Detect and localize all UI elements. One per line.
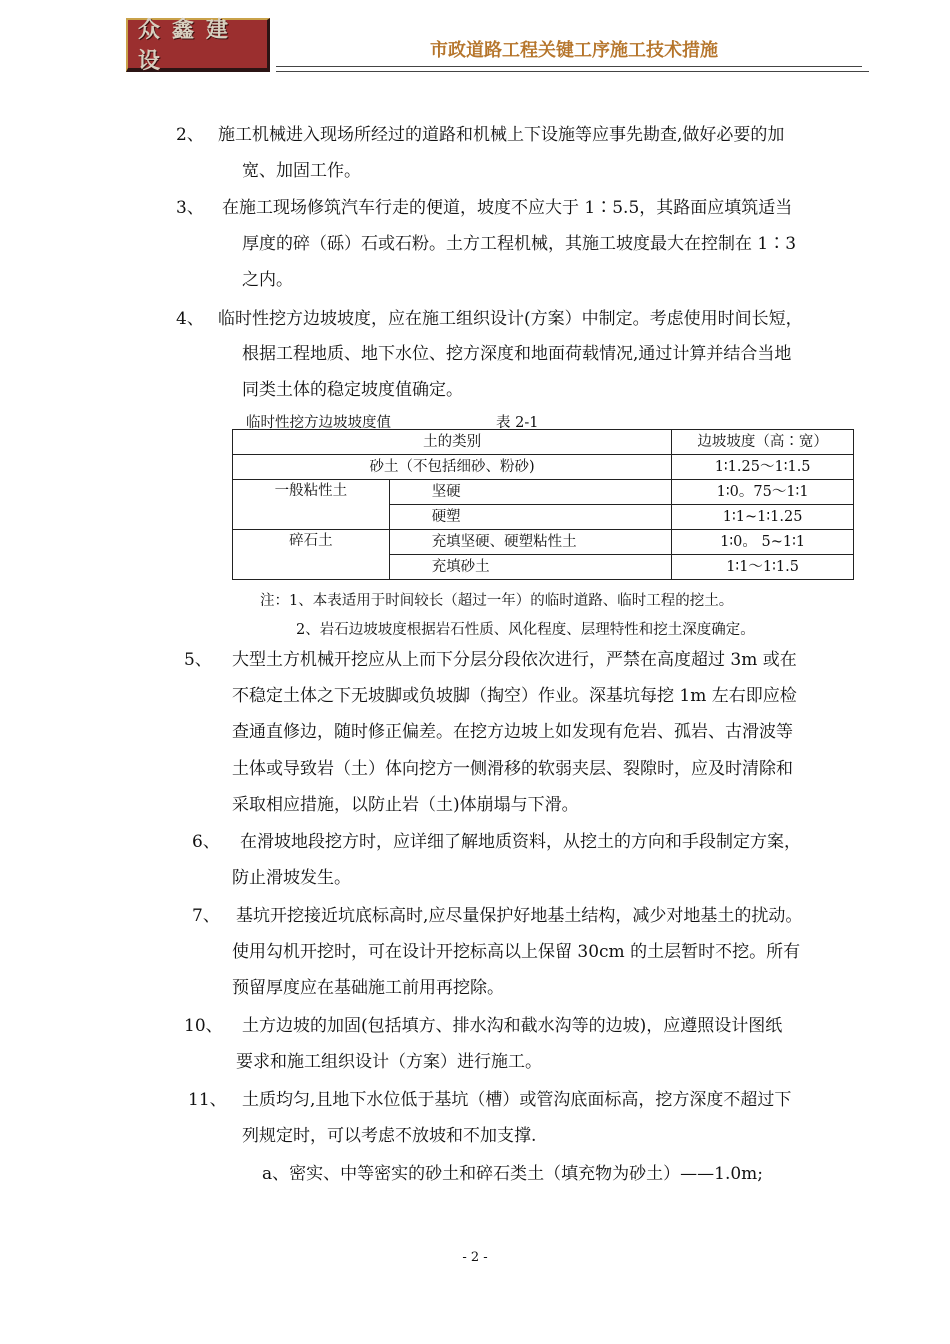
slope-ratio-cell: 1∶1~1∶1.25 xyxy=(672,505,854,530)
slope-ratio-cell: 1∶0。75～1∶1 xyxy=(672,480,854,505)
slope-ratio-cell: 1∶1.25～1∶1.5 xyxy=(672,455,854,480)
table-note: 2、岩石边坡坡度根据岩石性质、风化程度、层理特性和挖土深度确定。 xyxy=(296,622,755,638)
table-row xyxy=(233,455,854,480)
page-number: - 2 - xyxy=(462,1250,488,1265)
item-line: 大型土方机械开挖应从上而下分层分段依次进行，严禁在高度超过 3m 或在 xyxy=(232,650,797,670)
logo-text: 众鑫建设 xyxy=(138,18,241,74)
item-number: 2、 xyxy=(176,125,204,145)
soil-state-cell: 充填坚硬、硬塑粘性土 xyxy=(389,530,672,555)
soil-state-cell: 充填砂土 xyxy=(389,555,672,580)
item-line: 根据工程地质、地下水位、挖方深度和地面荷载情况,通过计算并结合当地 xyxy=(242,344,792,364)
item-line: 土体或导致岩（土）体向挖方一侧滑移的软弱夹层、裂隙时，应及时清除和 xyxy=(232,759,793,779)
item-number: 7、 xyxy=(192,906,220,926)
item-line: 防止滑坡发生。 xyxy=(232,868,351,888)
slope-ratio-cell: 1∶1～1∶1.5 xyxy=(672,555,854,580)
table-note: 注：1、本表适用于时间较长（超过一年）的临时道路、临时工程的挖土。 xyxy=(260,593,734,609)
header-rule-double xyxy=(276,71,869,72)
soil-state-cell: 硬塑 xyxy=(389,505,672,530)
item-line: 宽、加固工作。 xyxy=(242,161,361,181)
item-number: 4、 xyxy=(176,309,204,329)
item-line: 列规定时，可以考虑不放坡和不加支撑. xyxy=(242,1126,537,1146)
item-number: 5、 xyxy=(184,650,212,670)
item-line: 使用勾机开挖时，可在设计开挖标高以上保留 30cm 的土层暂时不挖。所有 xyxy=(232,942,801,962)
item-line: 要求和施工组织设计（方案）进行施工。 xyxy=(236,1052,542,1072)
item-line: 在施工现场修筑汽车行走的便道，坡度不应大于 1∶5.5，其路面应填筑适当 xyxy=(222,198,793,218)
item-line: 在滑坡地段挖方时，应详细了解地质资料，从挖土的方向和手段制定方案， xyxy=(240,832,801,852)
company-logo xyxy=(126,18,270,72)
header-rule xyxy=(276,66,862,67)
soil-state-cell: 坚硬 xyxy=(389,480,672,505)
table-caption: 临时性挖方边坡坡度值 xyxy=(246,415,391,431)
item-line: 查通直修边，随时修正偏差。在挖方边坡上如发现有危岩、孤岩、古滑波等 xyxy=(232,722,793,742)
item-number: 11、 xyxy=(188,1090,227,1110)
sub-item-a: a、密实、中等密实的砂土和碎石类土（填充物为砂土）——1.0m; xyxy=(262,1164,764,1184)
slope-ratio-cell: 1∶0。 5~1∶1 xyxy=(672,530,854,555)
table-row xyxy=(233,530,854,555)
item-line: 基坑开挖接近坑底标高时,应尽量保护好地基土结构，减少对地基土的扰动。 xyxy=(236,906,803,926)
item-line: 同类土体的稳定坡度值确定。 xyxy=(242,380,463,400)
item-number: 6、 xyxy=(192,832,220,852)
item-line: 施工机械进入现场所经过的道路和机械上下设施等应事先勘查,做好必要的加 xyxy=(218,125,785,145)
item-line: 采取相应措施，以防止岩（土)体崩塌与下滑。 xyxy=(232,795,579,815)
soil-group-cell: 碎石土 xyxy=(233,530,390,580)
item-line: 厚度的碎（砾）石或石粉。土方工程机械，其施工坡度最大在控制在 1∶3 xyxy=(242,234,797,254)
item-line: 土方边坡的加固(包括填方、排水沟和截水沟等的边坡)，应遵照设计图纸 xyxy=(242,1016,783,1036)
header-slope-ratio: 边坡坡度（高∶宽） xyxy=(672,430,854,455)
item-line: 预留厚度应在基础施工前用再挖除。 xyxy=(232,978,504,998)
document-title: 市政道路工程关键工序施工技术措施 xyxy=(430,40,718,61)
slope-table xyxy=(232,429,854,580)
soil-group-cell: 一般粘性土 xyxy=(233,480,390,530)
item-line: 不稳定土体之下无坡脚或负坡脚（掏空）作业。深基坑每挖 1m 左右即应检 xyxy=(232,686,797,706)
item-line: 临时性挖方边坡坡度，应在施工组织设计(方案）中制定。考虑使用时间长短， xyxy=(218,309,803,329)
table-header-row xyxy=(233,430,854,455)
header-soil-type: 土的类别 xyxy=(233,430,672,455)
item-number: 3、 xyxy=(176,198,204,218)
item-line: 土质均匀,且地下水位低于基坑（槽）或管沟底面标高，挖方深度不超过下 xyxy=(242,1090,792,1110)
table-number: 表 2-1 xyxy=(496,415,539,431)
soil-type-cell: 砂土（不包括细砂、粉砂) xyxy=(233,455,672,480)
item-line: 之内。 xyxy=(242,270,293,290)
item-number: 10、 xyxy=(184,1016,223,1036)
table-row xyxy=(233,480,854,505)
